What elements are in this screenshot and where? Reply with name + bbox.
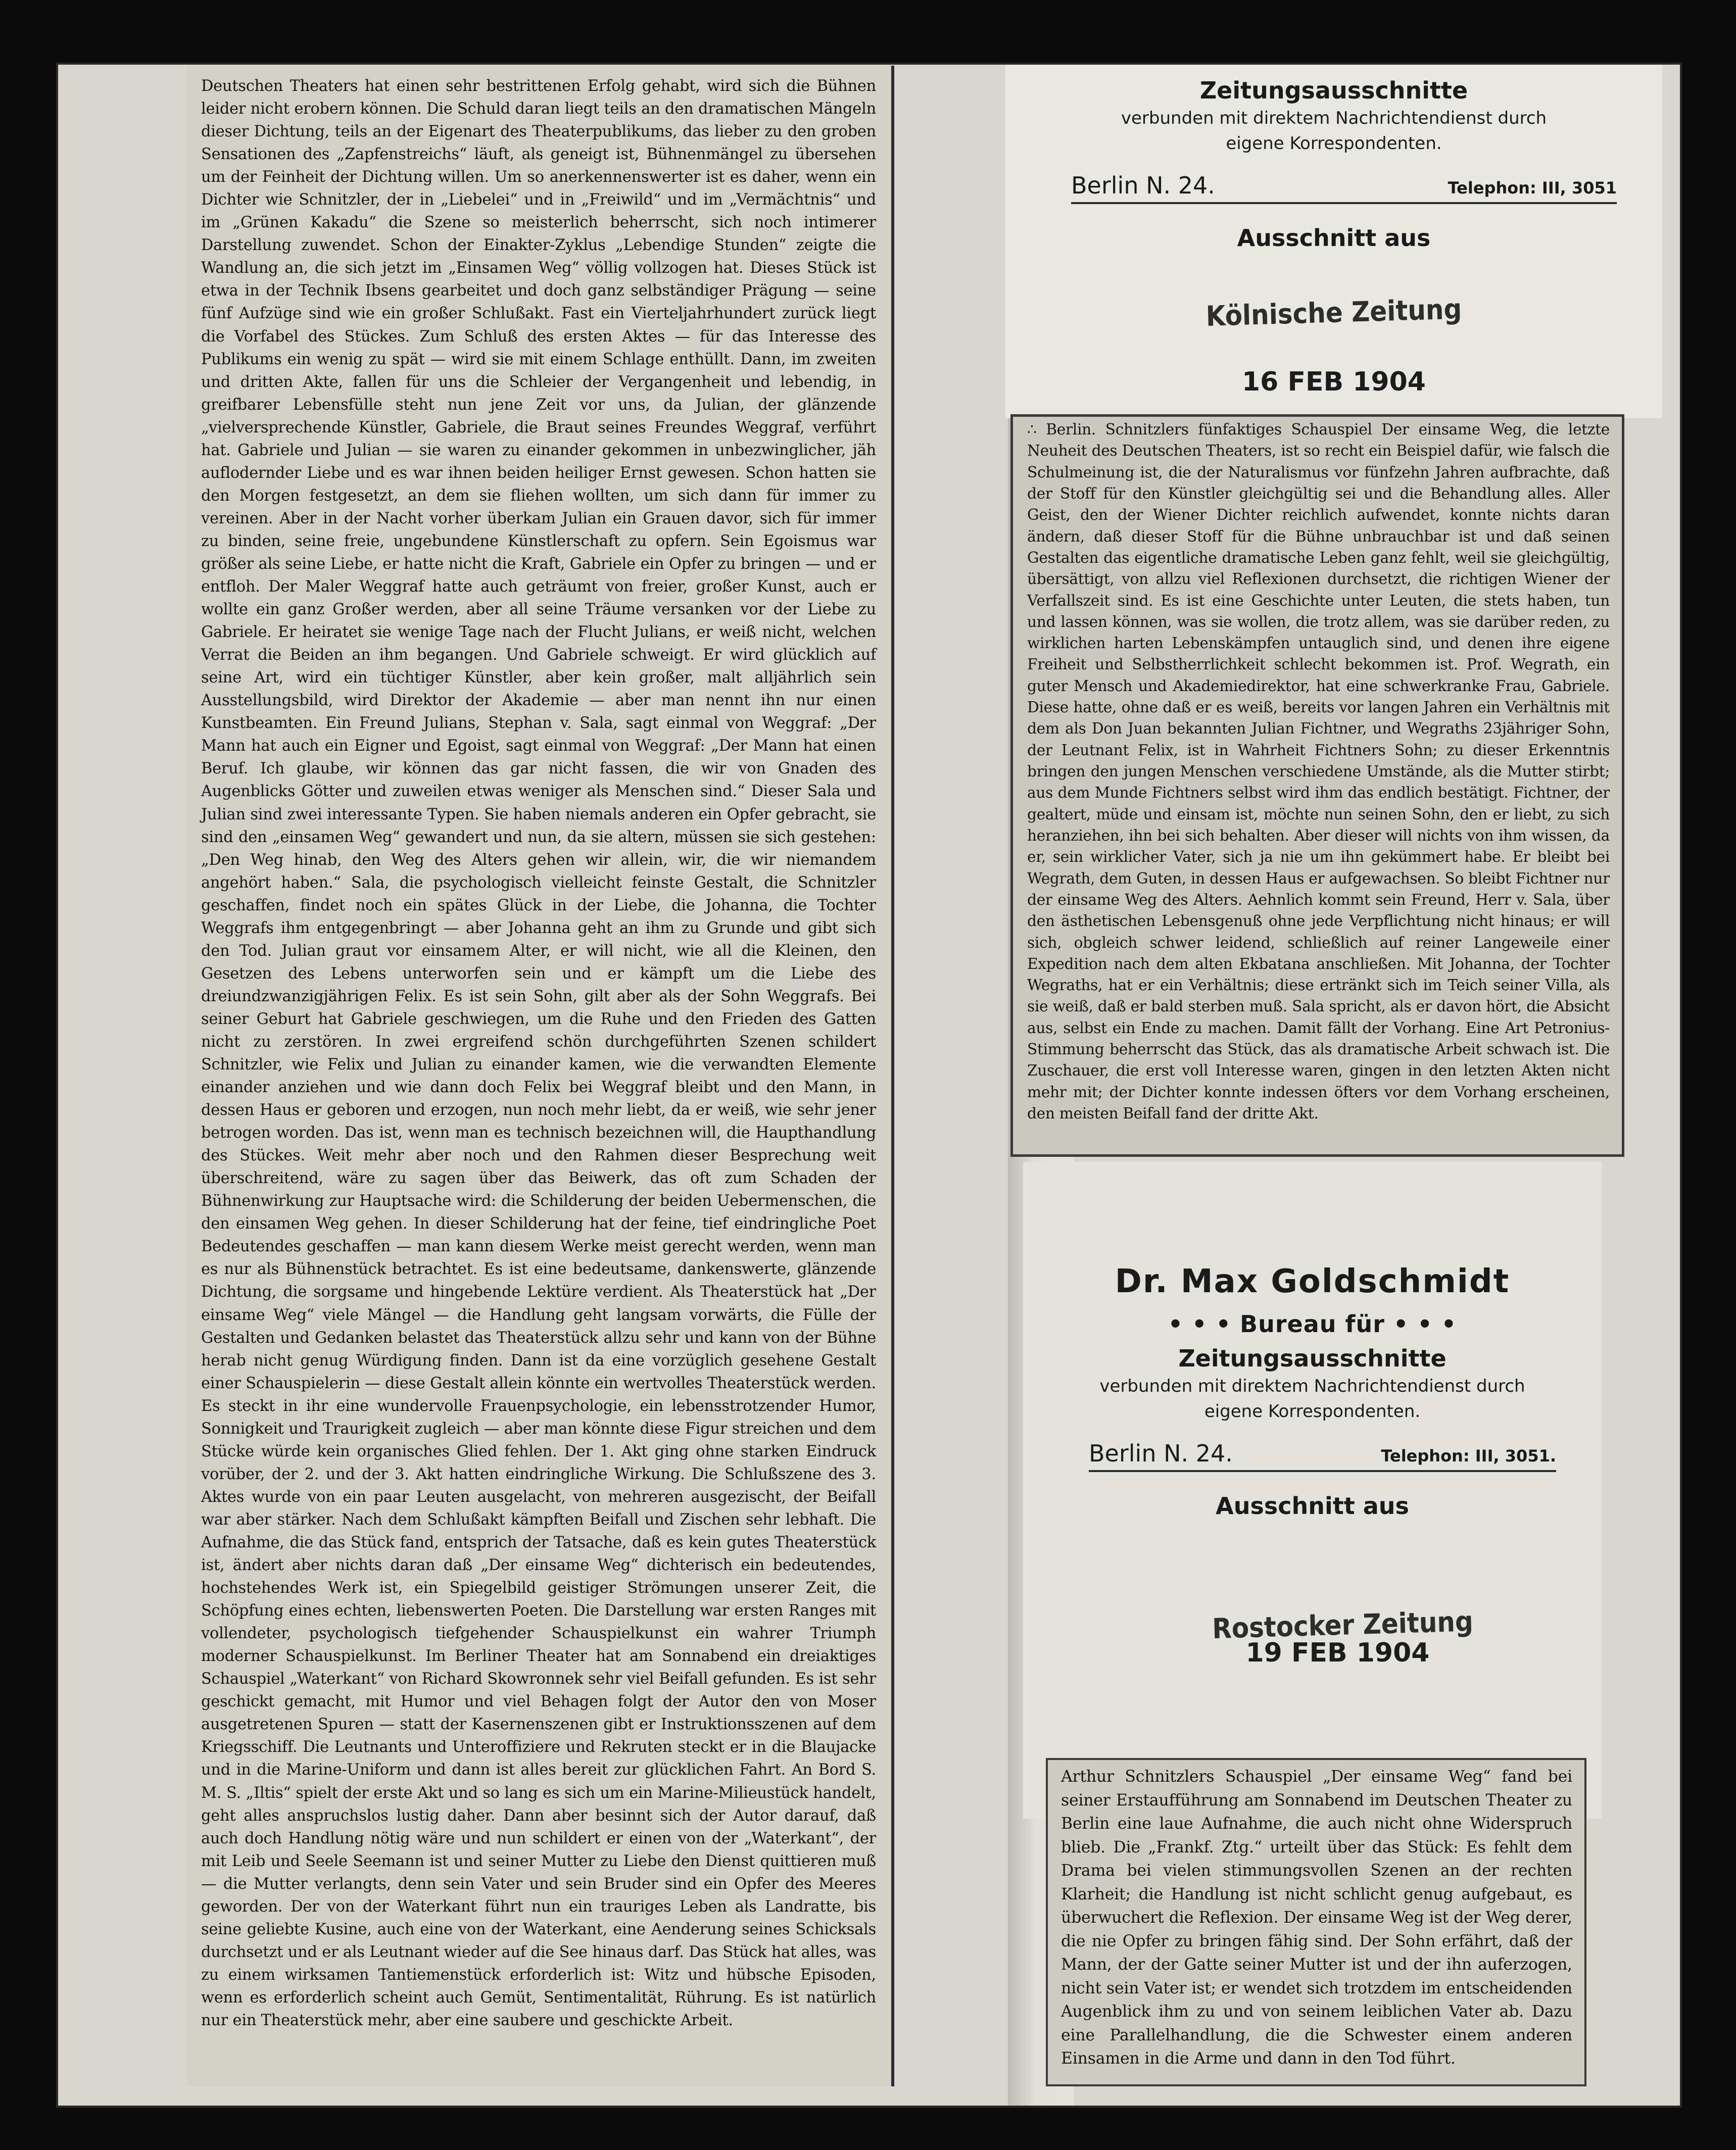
- article-koelnische-text: ∴ Berlin. Schnitzlers fünfaktiges Schauspiel Der einsame Weg, die letzte Neuheit des Deutschen Theaters, ist so recht ein Beispiel dafür, wie falsch die Schulmeinung ist, die der Naturalismus vor fünfzehn Jahren aufbrachte, daß der Stoff für den Künstler gleichgültig sei und die Behandlung alles. Aller Geist, den der Wiener Dichter reichlich aufwendet, konnte nichts daran ändern, daß dieser Stoff für die Bühne unbrauchbar ist und daß seinen Gestalten das eigentliche dramatische Leben ganz fehlt, weil sie gleichgültig, übersättigt, von allzu viel Reflexionen durchsetzt, die richtigen Wiener der Verfallszeit sind. Es ist eine Geschichte unter Leuten, die stets haben, tun und lassen können, was sie wollen, die trotz allem, was sie darüber reden, zu wirklichen harten Lebenskämpfen untauglich sind, und denen ihre eigene Freiheit und Selbstherrlichkeit schlecht bekommen ist. Prof. Wegrath, ein guter Mensch und Akademiedirektor, hat eine schwerkranke Frau, Gabriele. Diese hatte, ohne daß er es weiß, bereits vor langen Jahren ein Verhältnis mit dem als Don Juan bekannten Julian Fichtner, und Wegraths 23jähriger Sohn, der Leutnant Felix, ist in Wahrheit Fichtners Sohn; zu dieser Erkenntnis bringen den jungen Menschen verschiedene Umstände, als die Mutter stirbt; aus dem Munde Fichtners selbst wird ihm das endlich bestätigt. Fichtner, der gealtert, müde und einsam ist, möchte nun seinen Sohn, den er liebt, zu sich heranziehen, ihn bei sich behalten. Aber dieser will nichts von ihm wissen, da er, sein wirklicher Vater, sich ja nie um ihn gekümmert habe. Er bleibt bei Wegrath, dem Guten, in dessen Haus er aufgewachsen. So bleibt Fichtner nur der einsame Weg des Alters. Aehnlich kommt sein Freund, Herr v. Sala, über den ästhetischen Lebensgenuß ohne jede Verpflichtung nicht hinaus; er will sich, obgleich schwer leidend, schließlich auf reiner Langeweile einer Expedition nach dem alten Ekbatana anschließen. Mit Johanna, der Tochter Wegraths, hat er ein Verhältnis; diese ertränkt sich im Teich seiner Villa, als sie weiß, daß er bald sterben muß. Sala spricht, als er davon hört, die Absicht aus, selbst ein Ende zu machen. Damit fällt der Vorhang. Eine Art Petronius-Stimmung beherrscht das Stück, das als dramatische Arbeit schwach ist. Die Zuschauer, die erst voll Interesse waren, gingen in den letzten Akten nicht mehr mit; der Dichter konnte indessen öfters vor dem Vorhang erscheinen, den meisten Beifall fand der dritte Akt.: [1027, 421, 1610, 1122]
- slip-subtitle-line2: eigene Korrespondenten.: [1204, 1401, 1421, 1422]
- agency-slip-koelnische: [1005, 65, 1662, 418]
- slip-address-row: [1071, 172, 1617, 204]
- slip-telephone: Telephon: III, 3051: [1448, 178, 1617, 198]
- source-stamp: Kölnische Zeitung: [1205, 292, 1462, 333]
- slip-address: Berlin N. 24.: [1089, 1440, 1233, 1467]
- source-stamp: Rostocker Zeitung: [1212, 1605, 1474, 1645]
- slip-telephone: Telephon: III, 3051.: [1381, 1446, 1556, 1465]
- agency-name: Dr. Max Goldschmidt: [1115, 1263, 1510, 1300]
- slip-title: Zeitungsausschnitte: [1178, 1345, 1446, 1372]
- slip-excerpt-label: Ausschnitt aus: [1216, 1492, 1409, 1520]
- agency-slip-rostocker: [1023, 1162, 1602, 1819]
- slip-address: Berlin N. 24.: [1071, 172, 1215, 199]
- slip-subtitle-line2: eigene Korrespondenten.: [1226, 133, 1442, 154]
- clipping-koelnische: [1010, 414, 1624, 1157]
- date-stamp: 19 FEB 1904: [1245, 1638, 1430, 1668]
- date-stamp: 16 FEB 1904: [1242, 367, 1426, 397]
- clipping-rostocker: [1046, 1758, 1586, 2086]
- slip-address-row: [1089, 1440, 1556, 1472]
- article-main-text: Deutschen Theaters hat einen sehr bestrittenen Erfolg gehabt, wird sich die Bühnen leider nicht erobern können. Die Schuld daran liegt teils an den dramatischen Mängeln dieser Dichtung, teils an der Eigenart des Theaterpublikums, das lieber zu den groben Sensationen des „Zapfenstreichs“ läuft, als geneigt ist, Bühnenmängel zu übersehen um der Feinheit der Dichtung willen. Um so anerkennenswerter ist es daher, wenn ein Dichter wie Schnitzler, der in „Liebelei“ und in „Freiwild“ und im „Vermächtnis“ und im „Grünen Kakadu“ die Szene so meisterlich beherrscht, sich noch intimerer Darstellung zuwendet. Schon der Einakter-Zyklus „Lebendige Stunden“ zeigte die Wandlung an, die sich jetzt im „Einsamen Weg“ völlig vollzogen hat. Dieses Stück ist etwa in der Technik Ibsens gearbeitet und doch ganz selbständiger Prägung — seine fünf Aufzüge sind wie ein großer Schlußakt. Fast ein Vierteljahrhundert zurück liegt die Vorfabel des Stückes. Zum Schluß des ersten Aktes — für das Interesse des Publikums ein wenig zu spät — wird sie mit einem Schlage enthüllt. Dann, im zweiten und dritten Akte, fallen für uns die Schleier der Vergangenheit und lebendig, in greifbarer Lebensfülle steht nun jene Zeit vor uns, da Julian, der glänzende „vielversprechende Künstler, Gabriele, die Braut seines Freundes Weggraf, verführt hat. Gabriele und Julian — sie waren zu einander gekommen in unbezwinglicher, jäh auflodernder Liebe und es war ihnen beiden heiliger Ernst gewesen. Schon hatten sie den Morgen festgesetzt, an dem sie fliehen wollten, um sich dann für immer zu vereinen. Aber in der Nacht vorher überkam Julian ein Grauen davor, sich für immer zu binden, seine freie, ungebundene Künstlerschaft zu opfern. Sein Egoismus war größer als seine Liebe, er hatte nicht die Kraft, Gabriele ein Opfer zu bringen — und er entfloh. Der Maler Weggraf hatte auch geträumt von freier, großer Kunst, auch er wollte ein ganz Großer werden, aber all seine Träume versanken vor der Liebe zu Gabriele. Er heiratet sie wenige Tage nach der Flucht Julians, er weiß nicht, welchen Verrat die Beiden an ihm begangen. Und Gabriele schweigt. Er wird glücklich auf seine Art, wird ein tüchtiger Künstler, aber kein großer, malt alljährlich sein Ausstellungsbild, wird Direktor der Akademie — aber man nennt ihn nur einen Kunstbeamten. Ein Freund Julians, Stephan v. Sala, sagt einmal von Weggraf: „Der Mann hat auch ein Eigner und Egoist, sagt einmal von Weggraf: „Der Mann hat einen Beruf. Ich glaube, wir können das gar nicht fassen, die wir von Gnaden des Augenblicks Götter und zuweilen etwas weniger als Menschen sind.“ Dieser Sala und Julian sind zwei interessante Typen. Sie haben niemals anderen ein Opfer gebracht, sie sind den „einsamen Weg“ gewandert und nun, da sie altern, müssen sie sich gestehen: „Den Weg hinab, den Weg des Alters gehen wir allein, wir, die wir niemandem angehört haben.“ Sala, die psychologisch vielleicht feinste Gestalt, die Schnitzler geschaffen, findet noch ein spätes Glück in der Liebe, die Johanna, die Tochter Weggrafs ihm entgegenbringt — aber Johanna geht an ihm zu Grunde und gibt sich den Tod. Julian graut vor einsamem Alter, er will nicht, wie all die Kleinen, den Gesetzen des Lebens unterworfen sein und er kämpft um die Liebe des dreiundzwanzigjährigen Felix. Es ist sein Sohn, gilt aber als der Sohn Weggrafs. Bei seiner Geburt hat Gabriele geschwiegen, um die Ruhe und den Frieden des Gatten nicht zu zerstören. In zwei ergreifend schön durchgeführten Szenen schildert Schnitzler, wie Felix und Julian zu einander kamen, wie die verwandten Elemente einander anziehen und wie dann doch Felix bei Weggraf bleibt und den Mann, in dessen Haus er geboren und erzogen, nun noch mehr liebt, da er weiß, wie sehr jener betrogen worden. Das ist, wenn man es technisch bezeichnen will, die Haupthandlung des Stückes. Weit mehr aber noch und den Rahmen dieser Besprechung weit überschreitend, wäre zu sagen über das Beiwerk, das oft zum Schaden der Bühnenwirkung zur Hauptsache wird: die Schilderung der beiden Uebermenschen, die den einsamen Weg gehen. In dieser Schilderung hat der feine, tief eindringliche Poet Bedeutendes geschaffen — man kann diesem Werke meist gerecht werden, wenn man es nur als Bühnenstück betrachtet. Es ist eine bedeutsame, dankenswerte, glänzende Dichtung, die sorgsame und hingebende Lektüre verdient. Als Theaterstück hat „Der einsame Weg“ viele Mängel — die Handlung geht langsam vorwärts, die Fülle der Gestalten und Gedanken belastet das Theaterstück allzu sehr und kann von der Bühne herab nicht genug Würdigung finden. Dann ist da eine vorzüglich gesehene Gestalt einer Schauspielerin — diese Gestalt allein könnte ein wertvolles Theaterstück werden. Es steckt in ihr eine wundervolle Frauenpsychologie, ein lebensstrotzender Humor, Sonnigkeit und Traurigkeit zugleich — aber man könnte diese Figur streichen und dem Stücke würde kein organisches Glied fehlen. Der 1. Akt ging ohne starken Eindruck vorüber, der 2. und der 3. Akt hatten eindringliche Wirkung. Die Schlußszene des 3. Aktes wurde von ein paar Leuten ausgelacht, von mehreren ausgezischt, der Beifall war aber stärker. Nach dem Schlußakt kämpften Beifall und Zischen sehr lebhaft. Die Aufnahme, die das Stück fand, entsprich der Tatsache, daß es kein gutes Theaterstück ist, ändert aber nichts daran daß „Der einsame Weg“ dichterisch ein bedeutendes, hochstehendes Werk ist, ein Spiegelbild geistiger Strömungen unserer Zeit, die Schöpfung eines echten, liebenswerten Poeten. Die Darstellung war ersten Ranges mit vollendeter, psychologisch tiefgehender Schauspielkunst ein wahrer Triumph moderner Schauspielkunst. Im Berliner Theater hat am Sonnabend ein dreiaktiges Schauspiel „Waterkant“ von Richard Skowronnek sehr viel Beifall gefunden. Es ist sehr geschickt gemacht, mit Humor und viel Behagen folgt der Autor den von Moser ausgetretenen Spuren — statt der Kasernenszenen gibt er Instruktionsszenen auf dem Kriegsschiff. Die Leutnants und Unteroffiziere und Rekruten steckt er in die Blaujacke und in die Marine-Uniform und dann ist alles bereit zur glücklichen Fahrt. An Bord S. M. S. „Iltis“ spielt der erste Akt und so lang es sich um ein Marine-Milieustück handelt, geht alles anspruchslos lustig daher. Dann aber besinnt sich der Autor darauf, daß auch doch Handlung nötig wäre und nun schildert er einen von der „Waterkant“, der mit Leib und Seele Seemann ist und seiner Mutter zu Liebe den Dienst quittieren muß — die Mutter verlangts, denn sein Vater und sein Bruder sind ein Opfer des Meeres geworden. Der von der Waterkant führt nun ein trauriges Leben als Landratte, bis seine geliebte Kusine, auch eine von der Waterkant, eine Aenderung seines Schicksals durchsetzt und er als Leutnant wieder auf die See hinaus darf. Das Stück hat alles, was zu einem wirksamen Tantiemenstück erforderlich ist: Witz und hübsche Episoden, wenn es erforderlich scheint auch Gemüt, Sentimentalität, Rührung. Es ist natürlich nur ein Theaterstück mehr, aber eine saubere und geschickte Arbeit.: [201, 77, 876, 2029]
- clipping-main-review: [187, 66, 894, 2086]
- slip-title: Zeitungsausschnitte: [1199, 77, 1468, 104]
- article-rostocker-text: Arthur Schnitzlers Schauspiel „Der einsame Weg“ fand bei seiner Erstaufführung am Sonnabend im Deutschen Theater zu Berlin eine laue Aufnahme, die auch nicht ohne Widerspruch blieb. Die „Frankf. Ztg.“ urteilt über das Stück: Es fehlt dem Drama bei vielen stimmungsvollen Szenen an der rechten Klarheit; die Handlung ist nicht schlicht genug aufgebaut, es überwuchert die Reflexion. Der einsame Weg ist der Weg derer, die nie Opfer zu bringen fähig sind. Der Sohn erfährt, daß der Mann, der der Gatte seiner Mutter ist und der ihn auferzogen, nicht sein Vater ist; er wendet sich trotzdem im entscheidenden Augenblick ihm zu und von seinem leiblichen Vater ab. Dazu eine Parallelhandlung, die die Schwester einem anderen Einsamen in die Arme und dann in den Tod führt.: [1061, 1768, 1572, 2068]
- slip-subtitle-line1: verbunden mit direktem Nachrichtendienst durch: [1099, 1376, 1525, 1396]
- agency-bureau: • • • Bureau für • • •: [1168, 1310, 1457, 1338]
- slip-subtitle-line1: verbunden mit direktem Nachrichtendienst durch: [1121, 108, 1547, 128]
- slip-excerpt-label: Ausschnitt aus: [1237, 224, 1431, 252]
